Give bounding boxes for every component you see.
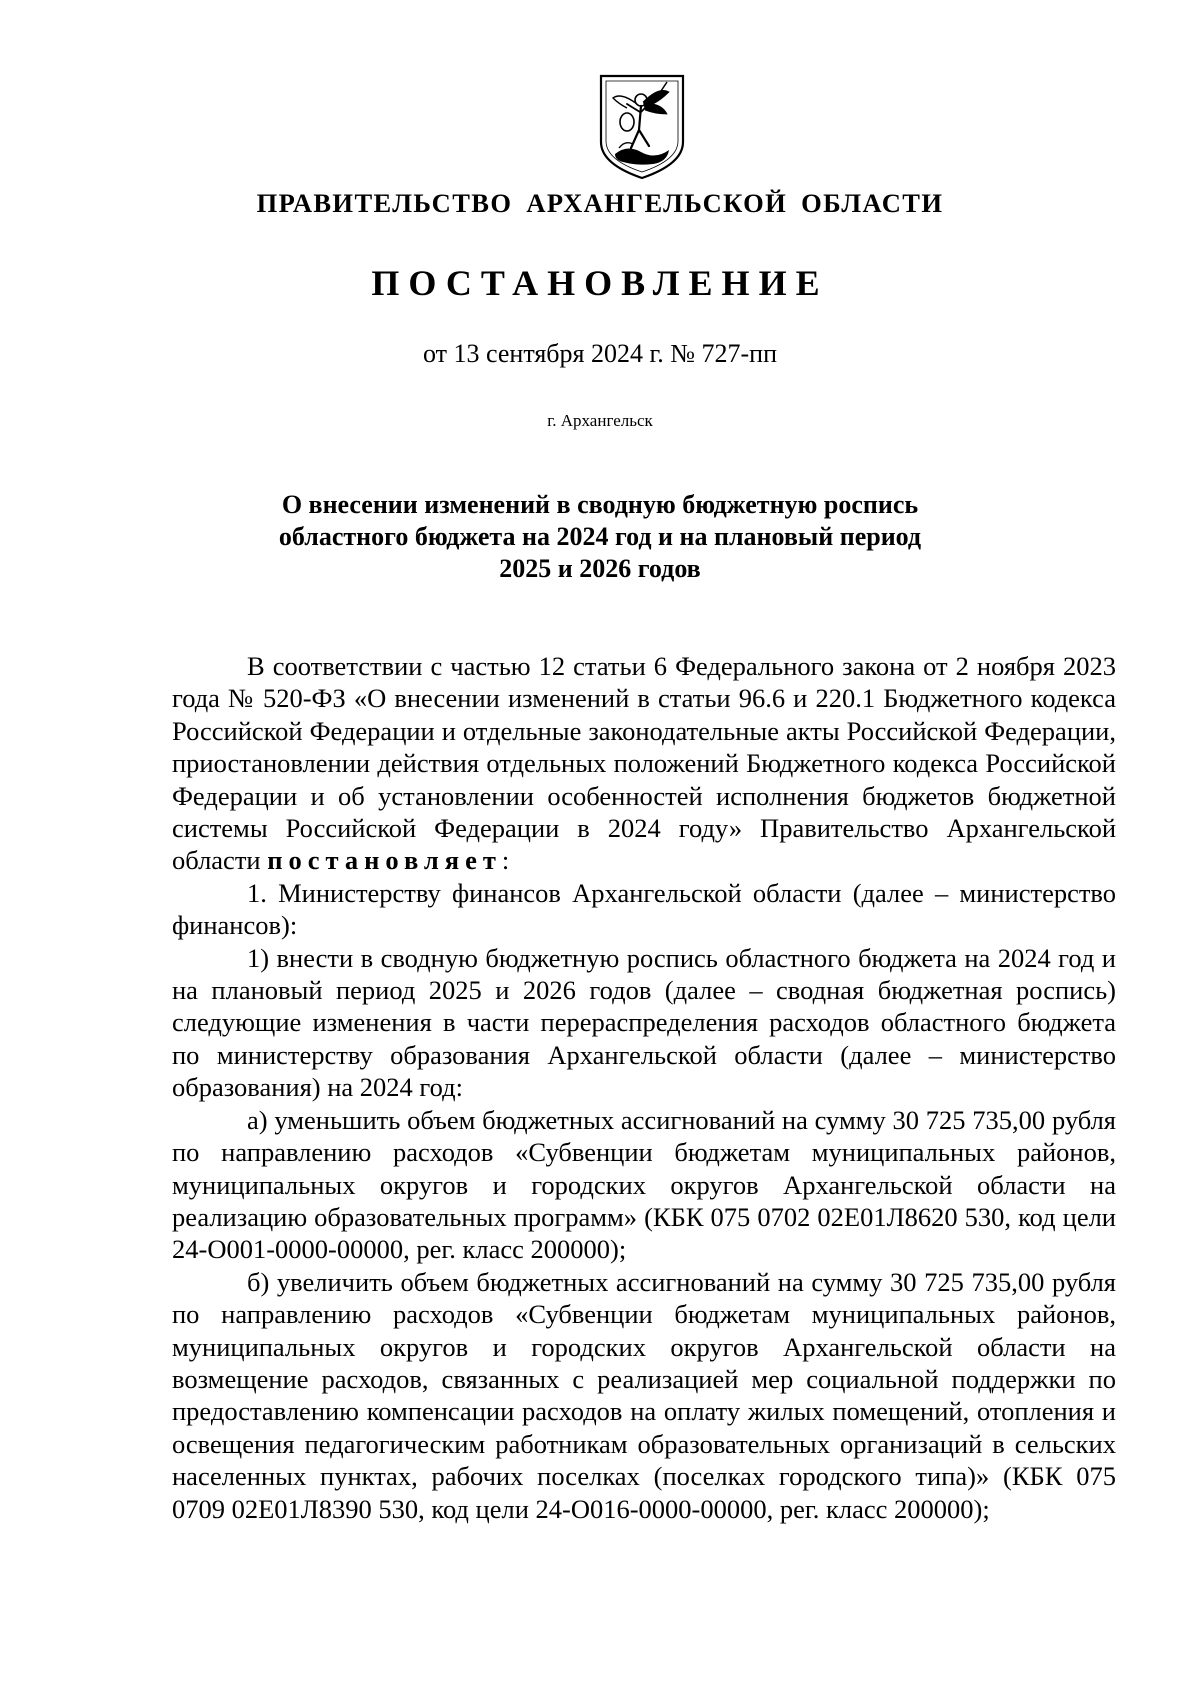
paragraph-a: а) уменьшить объем бюджетных ассигнований на сумму 30 725 735,00 рубля по направлению расходов «Субвенции бюджетам муниципальных районов, муниципальных округов и городских округов Архангельской области на реализацию образовательных программ» (КБК 075 0702 02Е01Л8620 530, код цели 24-О001-0000-00000, рег. класс 200000); bbox=[172, 1104, 1116, 1265]
intro-text: В соответствии с частью 12 статьи 6 Федерального закона от 2 ноября 2023 года № 520-ФЗ «О внесении изменений в статьи 96.6 и 220.1 Бюджетного кодекса Российской Федерации и отдельные законодательные акты Российской Федерации, приостановлении действия отдельных положений Бюджетного кодекса Российской Федерации и об установлении особенностей исполнения бюджетов бюджетной системы Российской Федерации в 2024 году» Правительство Архангельской области bbox=[172, 651, 1116, 876]
paragraph-1: 1. Министерству финансов Архангельской области (далее – министерство финансов): bbox=[172, 877, 1116, 941]
decree-word: постановляет bbox=[267, 845, 502, 876]
intro-paragraph bbox=[172, 650, 1116, 877]
document-date-number: от 13 сентября 2024 г. № 727-пп bbox=[422, 339, 778, 368]
intro-colon: : bbox=[501, 845, 510, 876]
document-body bbox=[172, 650, 1116, 1525]
subject-line-2: областного бюджета на 2024 год и на плановый период bbox=[278, 522, 922, 551]
document-type-title: ПОСТАНОВЛЕНИЕ bbox=[371, 263, 829, 303]
document-subject bbox=[0, 489, 1200, 585]
document-city: г. Архангельск bbox=[547, 411, 653, 430]
subject-line-3: 2025 и 2026 годов bbox=[499, 554, 701, 583]
subject-line-1: О внесении изменений в сводную бюджетную роспись bbox=[281, 490, 919, 519]
arkhangelsk-coat-of-arms-icon bbox=[597, 72, 687, 182]
government-title: ПРАВИТЕЛЬСТВО АРХАНГЕЛЬСКОЙ ОБЛАСТИ bbox=[256, 188, 944, 218]
paragraph-1-1: 1) внести в сводную бюджетную роспись областного бюджета на 2024 год и на плановый период 2025 и 2026 годов (далее – сводная бюджетная роспись) следующие изменения в части перераспределения расходов областного бюджета по министерству образования Архангельской области (далее – министерство образования) на 2024 год: bbox=[172, 942, 1116, 1103]
paragraph-b: б) увеличить объем бюджетных ассигнований на сумму 30 725 735,00 рубля по направлению расходов «Субвенции бюджетам муниципальных районов, муниципальных округов и городских округов Архангельской области на возмещение расходов, связанных с реализацией мер социальной поддержки по предоставлению компенсации расходов на оплату жилых помещений, отопления и освещения педагогическим работникам образовательных организаций в сельских населенных пунктах, рабочих поселках (поселках городского типа)» (КБК 075 0709 02Е01Л8390 530, код цели 24-О016-0000-00000, рег. класс 200000); bbox=[172, 1266, 1116, 1524]
